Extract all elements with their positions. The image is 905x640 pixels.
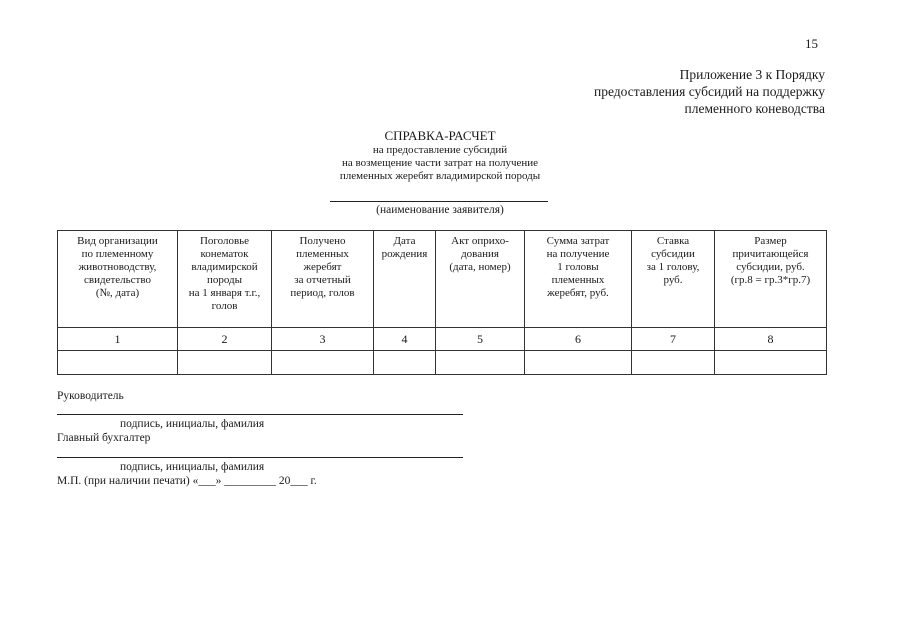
- appendix-line-2: предоставления субсидий на поддержку: [593, 84, 825, 99]
- column-number-cell: 6: [525, 328, 632, 351]
- column-number-cell: 2: [178, 328, 272, 351]
- title-line-2: на возмещение части затрат на получение: [341, 157, 539, 169]
- applicant-label: (наименование заявителя): [376, 204, 504, 216]
- appendix-line-3: племенного коневодства: [684, 101, 825, 116]
- header-cell: [374, 231, 436, 328]
- header-line: конематок: [200, 248, 249, 260]
- table-header-row: [58, 231, 827, 328]
- header-cell: [525, 231, 632, 328]
- data-cell: [525, 351, 632, 375]
- header-line: Дата: [393, 235, 416, 247]
- column-number-cell: 3: [272, 328, 374, 351]
- header-line: дования: [461, 248, 499, 260]
- header-line: 1 головы: [557, 261, 599, 273]
- header-line: на получение: [546, 248, 610, 260]
- header-line: Акт оприхо-: [451, 235, 509, 247]
- header-line: (№, дата): [95, 287, 140, 299]
- data-cell: [715, 351, 827, 375]
- header-cell: [715, 231, 827, 328]
- header-line: племенных: [296, 248, 349, 260]
- header-line: (дата, номер): [449, 261, 511, 273]
- header-line: племенных: [551, 274, 605, 286]
- appendix-line-1: Приложение 3 к Порядку: [679, 67, 825, 82]
- header-cell: [272, 231, 374, 328]
- column-number-cell: 7: [632, 328, 715, 351]
- header-cell: [178, 231, 272, 328]
- header-cell: [436, 231, 525, 328]
- header-line: жеребят, руб.: [547, 287, 609, 299]
- header-line: Размер: [754, 235, 787, 247]
- accountant-signature-caption: подпись, инициалы, фамилия: [120, 461, 265, 473]
- header-line: Вид организации: [77, 235, 158, 247]
- header-line: (гр.8 = гр.3*гр.7): [730, 274, 811, 286]
- title-line-1: на предоставление субсидий: [372, 144, 508, 156]
- accountant-signature-line: [57, 457, 463, 458]
- column-number-cell: 4: [374, 328, 436, 351]
- header-line: за 1 голову,: [646, 261, 700, 273]
- header-line: Ставка: [656, 235, 690, 247]
- header-line: свидетельство: [84, 274, 151, 286]
- head-signature-line: [57, 414, 463, 415]
- header-cell: [632, 231, 715, 328]
- header-line: субсидии: [651, 248, 695, 260]
- header-line: за отчетный: [294, 274, 351, 286]
- column-number-cell: 1: [58, 328, 178, 351]
- appendix-header: [594, 66, 825, 117]
- applicant-name-line: [330, 201, 548, 202]
- page-number: 15: [805, 36, 818, 51]
- data-cell: [436, 351, 525, 375]
- header-line: рождения: [381, 248, 428, 260]
- header-line: Сумма затрат: [546, 235, 610, 247]
- column-number-cell: 8: [715, 328, 827, 351]
- accountant-label: Главный бухгалтер: [57, 432, 151, 444]
- title-line-3: племенных жеребят владимирской породы: [339, 170, 541, 182]
- header-line: руб.: [663, 274, 683, 286]
- calculation-table: [57, 230, 827, 375]
- column-number-row: [58, 328, 827, 351]
- data-cell: [272, 351, 374, 375]
- header-line: причитающейся: [732, 248, 809, 260]
- data-cell: [632, 351, 715, 375]
- head-label: Руководитель: [57, 390, 124, 402]
- data-cell: [178, 351, 272, 375]
- data-cell: [58, 351, 178, 375]
- header-line: по племенному: [81, 248, 154, 260]
- document-title: [290, 128, 590, 183]
- header-line: субсидии, руб.: [736, 261, 805, 273]
- data-cell: [374, 351, 436, 375]
- stamp-date-line: М.П. (при наличии печати) «___» _________ 20___ г.: [57, 475, 317, 487]
- header-line: Поголовье: [199, 235, 250, 247]
- header-line: голов: [211, 300, 238, 312]
- header-line: жеребят: [303, 261, 342, 273]
- head-signature-caption: подпись, инициалы, фамилия: [120, 418, 265, 430]
- header-line: породы: [206, 274, 243, 286]
- column-number-cell: 5: [436, 328, 525, 351]
- header-line: животноводству,: [78, 261, 157, 273]
- header-cell: [58, 231, 178, 328]
- header-line: период, голов: [290, 287, 355, 299]
- title-main: СПРАВКА-РАСЧЕТ: [384, 128, 496, 143]
- header-line: на 1 января т.г.,: [188, 287, 261, 299]
- header-line: Получено: [299, 235, 346, 247]
- header-line: владимирской: [191, 261, 258, 273]
- table-data-row: [58, 351, 827, 375]
